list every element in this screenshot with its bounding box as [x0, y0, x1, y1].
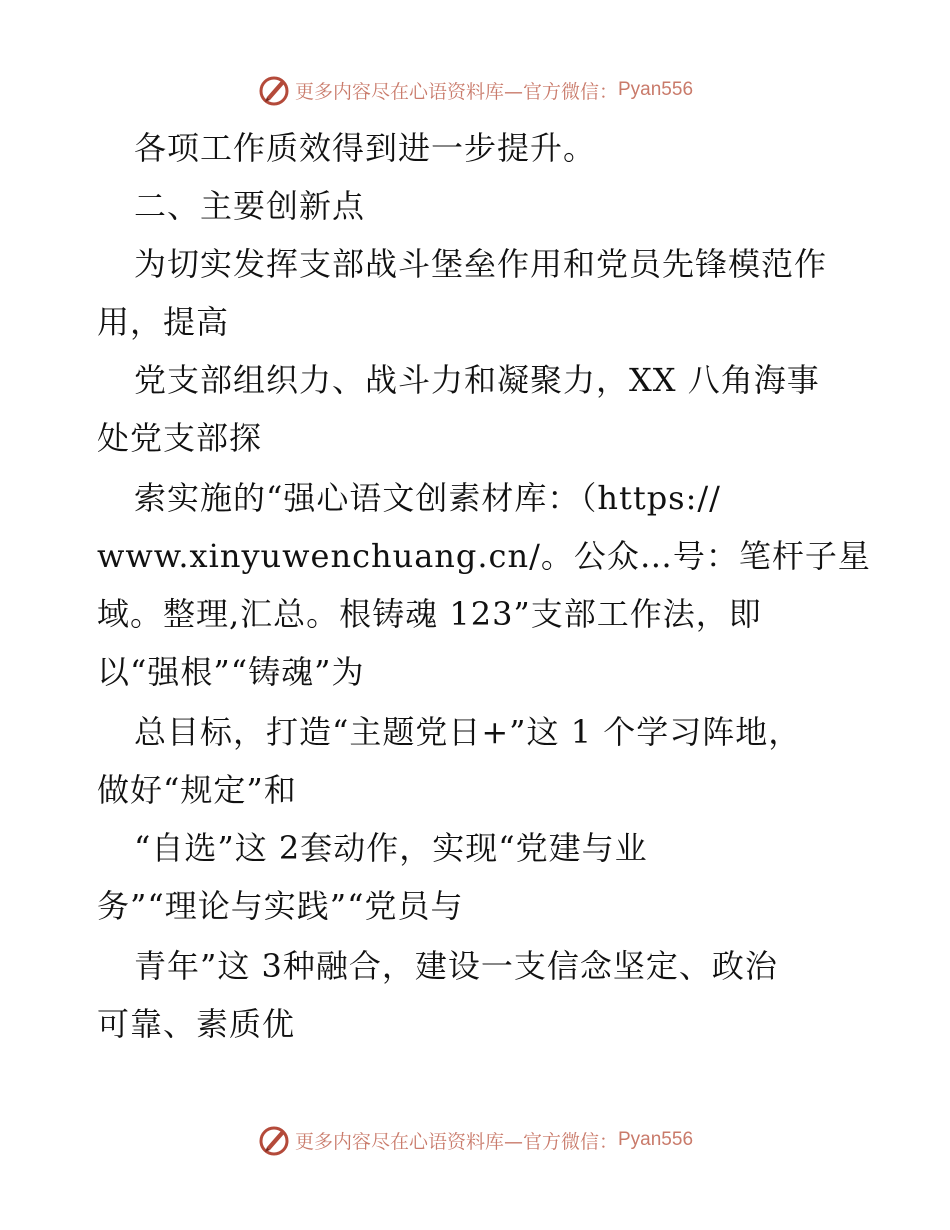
text-line: 为切实发挥支部战斗堡垒作用和党员先锋模范作 — [134, 245, 828, 283]
text-line: 总目标，打造“主题党日+”这 1 个学习阵地， — [134, 713, 802, 751]
text-line: 各项工作质效得到进一步提升。 — [134, 129, 597, 167]
text-line: 党支部组织力、战斗力和凝聚力，XX 八角海事 — [134, 361, 820, 399]
text-line: 二、主要创新点 — [134, 187, 366, 225]
text-line: 青年”这 3种融合，建设一支信念坚定、政治 — [134, 947, 778, 985]
text-line: 可靠、素质优 — [97, 1005, 296, 1043]
watermark-id: Pyan556 — [618, 1129, 694, 1150]
text-line: 用，提高 — [97, 303, 230, 341]
text-line: 做好“规定”和 — [97, 771, 297, 809]
text-line: 域。整理,汇总。根铸魂 123”支部工作法，即 — [97, 595, 762, 633]
watermark-text: 更多内容尽在心语资料库—官方微信： — [294, 1130, 618, 1153]
footer-watermark — [0, 1120, 950, 1160]
watermark-id: Pyan556 — [618, 79, 694, 100]
text-line: 索实施的“强心语文创素材库：（https:// — [134, 479, 721, 517]
text-line: 以“强根”“铸魂”为 — [97, 653, 365, 691]
text-line: www.xinyuwenchuang.cn/。公众…号：笔杆子星 — [97, 537, 871, 575]
text-line: “自选”这 2套动作，实现“党建与业 — [134, 829, 648, 867]
watermark-text: 更多内容尽在心语资料库—官方微信： — [294, 80, 618, 103]
pen-logo-icon — [257, 73, 291, 107]
text-line: 务”“理论与实践”“党员与 — [97, 887, 464, 925]
pen-logo-icon — [257, 1123, 291, 1157]
header-watermark — [0, 70, 950, 110]
text-line: 处党支部探 — [97, 419, 263, 457]
